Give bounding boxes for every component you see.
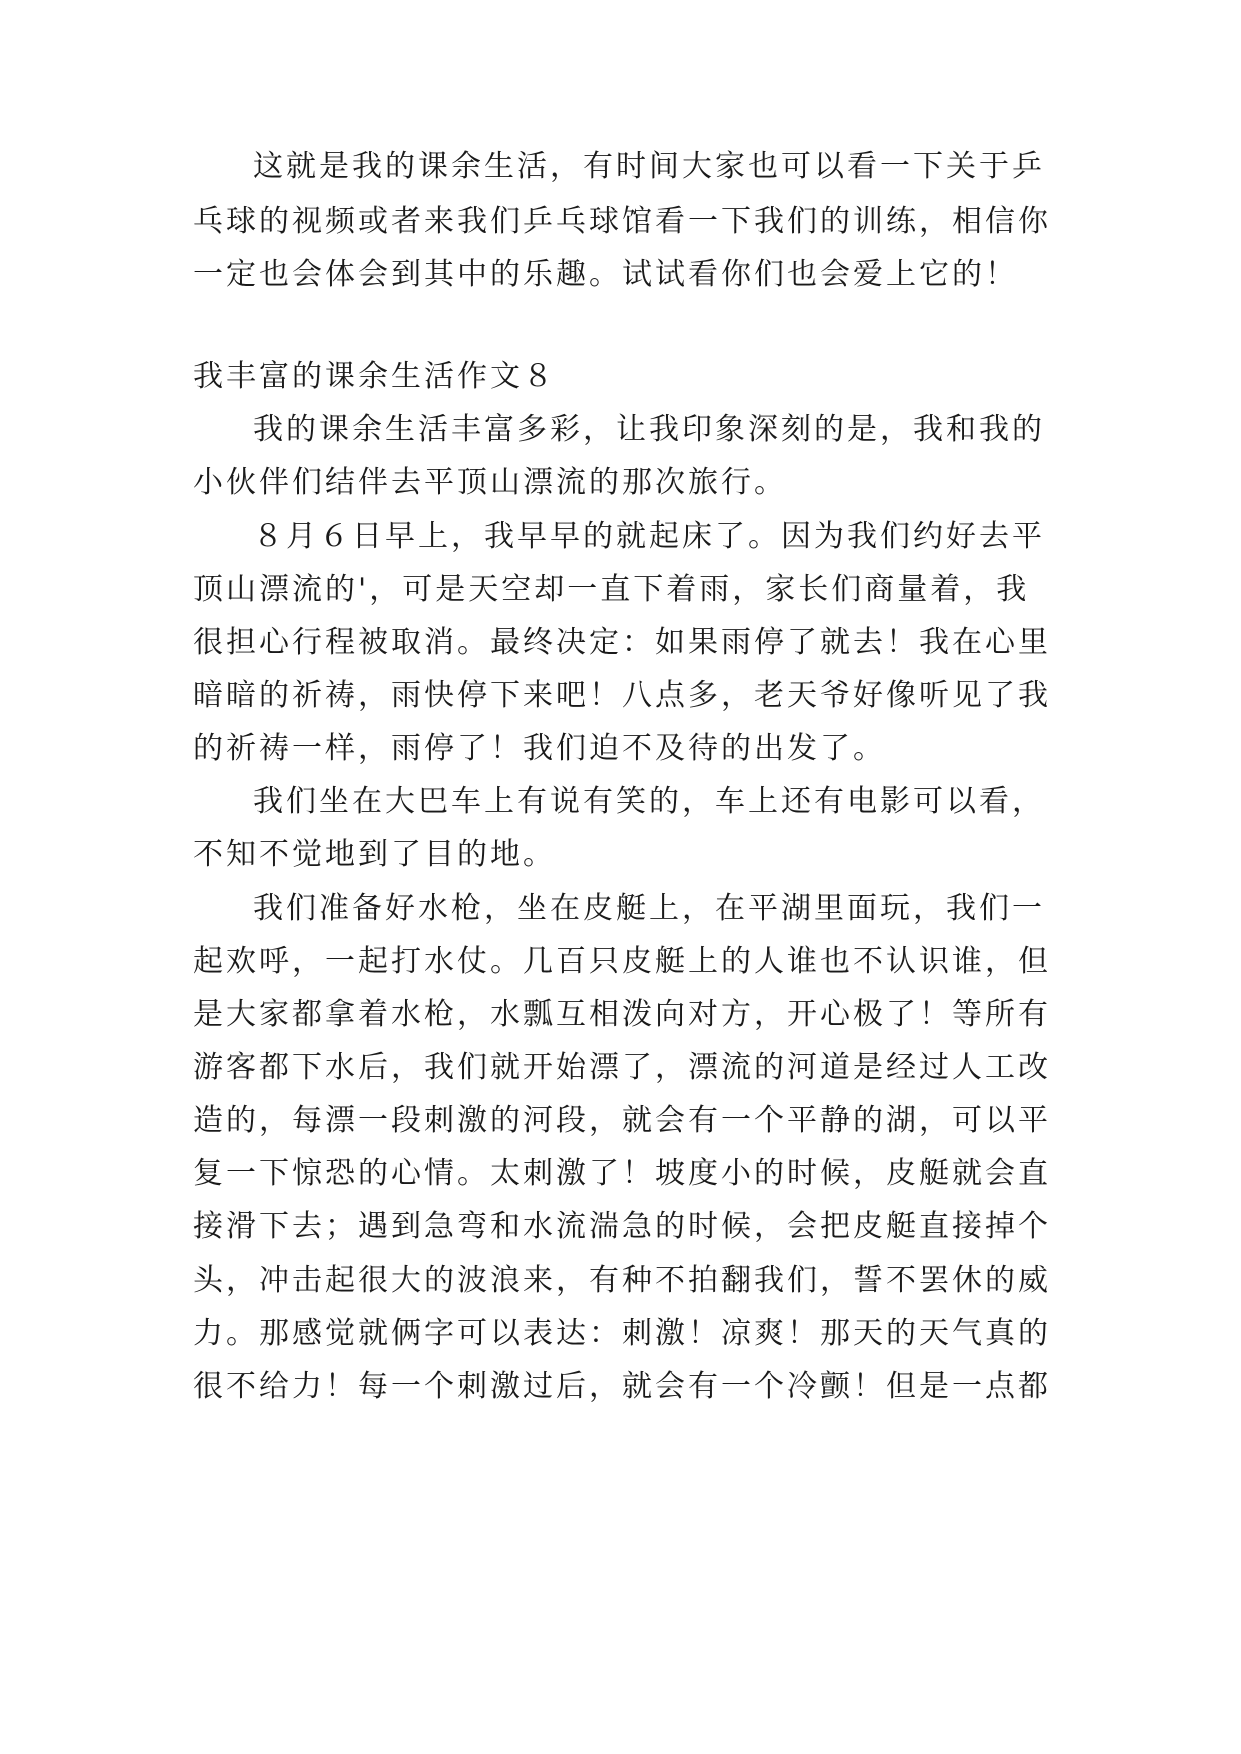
- paragraph-line: 复一下惊恐的心情。太刺激了！坡度小的时候，皮艇就会直: [193, 1156, 1051, 1191]
- paragraph-line: 我们坐在大巴车上有说有笑的，车上还有电影可以看，: [253, 784, 1045, 819]
- paragraph-line: 一定也会体会到其中的乐趣。试试看你们也会爱上它的！: [193, 257, 1018, 292]
- paragraph-line: 造的，每漂一段刺激的河段，就会有一个平静的湖，可以平: [193, 1103, 1051, 1138]
- paragraph-line: 很担心行程被取消。最终决定：如果雨停了就去！我在心里: [193, 625, 1051, 660]
- paragraph-line: 这就是我的课余生活，有时间大家也可以看一下关于乒: [253, 149, 1045, 184]
- paragraph-line: 暗暗的祈祷，雨快停下来吧！八点多，老天爷好像听见了我: [193, 678, 1051, 713]
- paragraph-line: 游客都下水后，我们就开始漂了，漂流的河道是经过人工改: [193, 1050, 1051, 1085]
- paragraph-line: 我们准备好水枪，坐在皮艇上，在平湖里面玩，我们一: [253, 891, 1045, 926]
- paragraph-line: 我的课余生活丰富多彩，让我印象深刻的是，我和我的: [253, 412, 1045, 447]
- paragraph-line: 顶山漂流的'，可是天空却一直下着雨，家长们商量着，我: [193, 572, 1030, 607]
- paragraph-line: 的祈祷一样，雨停了！我们迫不及待的出发了。: [193, 731, 886, 766]
- paragraph-line: 乓球的视频或者来我们乒乓球馆看一下我们的训练，相信你: [193, 204, 1051, 239]
- paragraph-line: 不知不觉地到了目的地。: [193, 837, 556, 872]
- paragraph-line: ８月６日早上，我早早的就起床了。因为我们约好去平: [253, 519, 1045, 554]
- paragraph-line: 接滑下去；遇到急弯和水流湍急的时候，会把皮艇直接掉个: [193, 1209, 1051, 1244]
- paragraph-line: 是大家都拿着水枪，水瓢互相泼向对方，开心极了！等所有: [193, 997, 1051, 1032]
- paragraph-line: 头，冲击起很大的波浪来，有种不拍翻我们，誓不罢休的威: [193, 1263, 1051, 1298]
- paragraph-line: 起欢呼，一起打水仗。几百只皮艇上的人谁也不认识谁，但: [193, 944, 1051, 979]
- paragraph-line: 力。那感觉就俩字可以表达：刺激！凉爽！那天的天气真的: [193, 1316, 1051, 1351]
- section-title: 我丰富的课余生活作文８: [193, 359, 556, 394]
- paragraph-line: 小伙伴们结伴去平顶山漂流的那次旅行。: [193, 465, 787, 500]
- paragraph-line: 很不给力！每一个刺激过后，就会有一个冷颤！但是一点都: [193, 1369, 1051, 1404]
